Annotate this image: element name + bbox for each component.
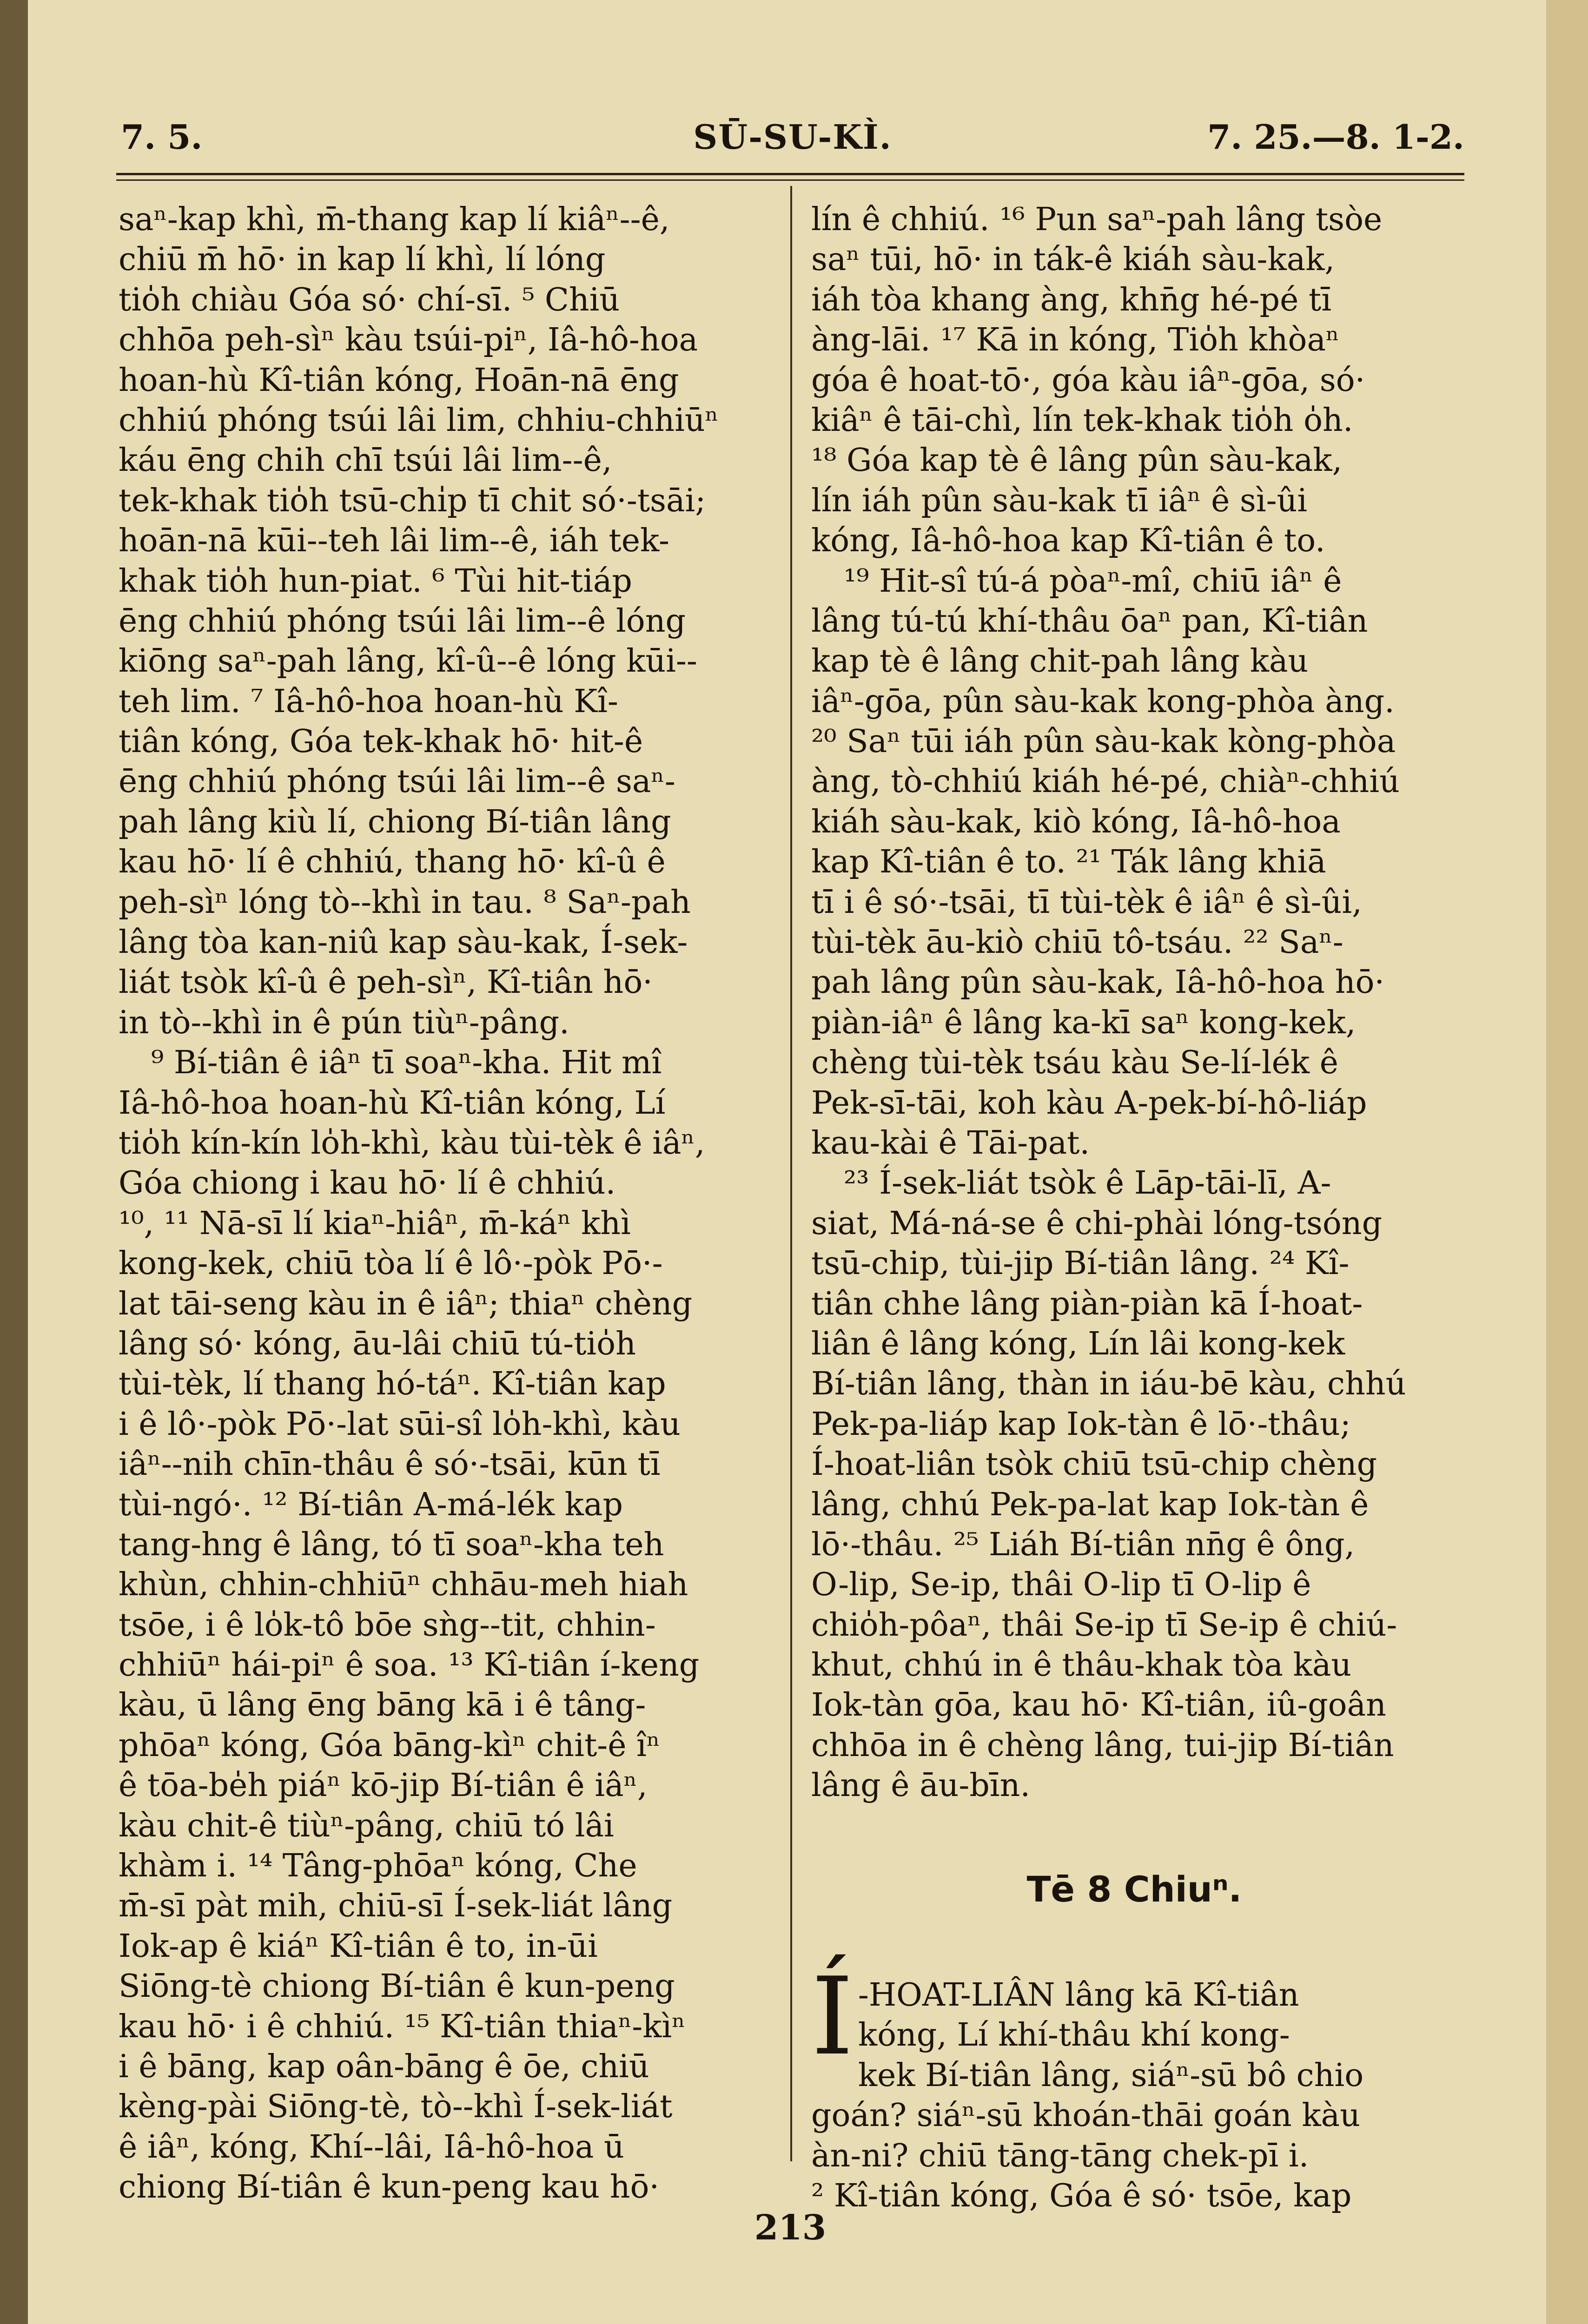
text-line: ²⁰ Saⁿ tūi iáh pûn sàu-kak kòng-phòa bbox=[811, 723, 1396, 760]
text-line: tùi-tèk, lí thang hó-táⁿ. Kî-tiân kap bbox=[119, 1366, 666, 1403]
text-line: ²³ Í-sek-liát tsòk ê Lāp-tāi-lī, A- bbox=[844, 1165, 1331, 1202]
text-line: chio̍h-pôaⁿ, thâi Se-ip tī Se-ip ê chiú- bbox=[811, 1606, 1397, 1644]
chapter-8-text bbox=[811, 1955, 1457, 2216]
text-line: kau hō· i ê chhiú. ¹⁵ Kî-tiân thiaⁿ-kìⁿ bbox=[119, 2008, 686, 2045]
text-line: ¹⁸ Góa kap tè ê lâng pûn sàu-kak, bbox=[811, 442, 1343, 479]
text-line: àng-lāi. ¹⁷ Kā in kóng, Tio̍h khòaⁿ bbox=[811, 322, 1340, 359]
text-line: kap tè ê lâng chit-pah lâng kàu bbox=[811, 643, 1309, 680]
text-line: saⁿ-kap khì, m̄-thang kap lí kiâⁿ--ê, bbox=[119, 201, 670, 238]
text-line: tiân kóng, Góa tek-khak hō· hit-ê bbox=[119, 723, 643, 760]
text-line: tsū-chip, tùi-jip Bí-tiân lâng. ²⁴ Kî- bbox=[811, 1245, 1350, 1282]
text-line: tio̍h kín-kín lo̍h-khì, kàu tùi-tèk ê iâⁿ, bbox=[119, 1124, 705, 1162]
text-line: teh lim. ⁷ Iâ-hô-hoa hoan-hù Kî- bbox=[119, 683, 618, 720]
text-line: ¹⁰, ¹¹ Nā-sī lí kiaⁿ-hiâⁿ, m̄-káⁿ khì bbox=[119, 1205, 631, 1242]
chapter-heading: Tē 8 Chiuⁿ. bbox=[1026, 1868, 1242, 1910]
text-line: lō·-thâu. ²⁵ Liáh Bí-tiân nn̄g ê ông, bbox=[811, 1526, 1355, 1563]
text-line: Góa chiong i kau hō· lí ê chhiú. bbox=[119, 1165, 616, 1202]
text-line: iáh tòa khang àng, khn̄g hé-pé tī bbox=[811, 281, 1332, 318]
header-rule-thick bbox=[116, 173, 1464, 175]
text-line: in tò--khì in ê pún tiùⁿ-pâng. bbox=[119, 1004, 569, 1041]
text-line: tiân chhe lâng piàn-piàn kā Í-hoat- bbox=[811, 1285, 1363, 1322]
text-line: lat tāi-seng kàu in ê iâⁿ; thiaⁿ chèng bbox=[119, 1285, 693, 1322]
text-line: Iâ-hô-hoa hoan-hù Kî-tiân kóng, Lí bbox=[119, 1084, 666, 1122]
text-line: Siōng-tè chiong Bí-tiân ê kun-peng bbox=[119, 1968, 675, 2005]
text-line: ¹⁹ Hit-sî tú-á pòaⁿ-mî, chiū iâⁿ ê bbox=[844, 562, 1342, 600]
text-line: chèng tùi-tèk tsáu kàu Se-lí-lék ê bbox=[811, 1044, 1338, 1082]
text-line: -HOAT-LIÂN lâng kā Kî-tiân bbox=[858, 1977, 1299, 2014]
text-line: lâng tòa kan-niû kap sàu-kak, Í-sek- bbox=[119, 924, 688, 961]
text-line: khak tio̍h hun-piat. ⁶ Tùi hit-tiáp bbox=[119, 562, 632, 600]
text-line: tio̍h chiàu Góa só· chí-sī. ⁵ Chiū bbox=[119, 281, 620, 318]
text-line: chhōa peh-sìⁿ kàu tsúi-piⁿ, Iâ-hô-hoa bbox=[119, 322, 698, 359]
text-line: kiōng saⁿ-pah lâng, kî-û--ê lóng kūi-- bbox=[119, 643, 697, 680]
text-line: khùn, chhin-chhiūⁿ chhāu-meh hiah bbox=[119, 1566, 688, 1604]
text-line: kóng, Iâ-hô-hoa kap Kî-tiân ê to. bbox=[811, 522, 1325, 560]
text-line: kàu, ū lâng ēng bāng kā i ê tâng- bbox=[119, 1687, 646, 1724]
text-line: kiâⁿ ê tāi-chì, lín tek-khak tio̍h o̍h. bbox=[811, 402, 1353, 439]
text-line: Pek-pa-liáp kap Iok-tàn ê lō·-thâu; bbox=[811, 1406, 1351, 1443]
text-line: siat, Má-ná-se ê chi-phài lóng-tsóng bbox=[811, 1205, 1383, 1242]
text-line: Bí-tiân lâng, thàn in iáu-bē kàu, chhú bbox=[811, 1366, 1406, 1403]
text-line: tang-hng ê lâng, tó tī soaⁿ-kha teh bbox=[119, 1526, 664, 1563]
running-header bbox=[121, 112, 1464, 163]
text-line: Pek-sī-tāi, koh kàu A-pek-bí-hô-liáp bbox=[811, 1084, 1367, 1122]
text-line: kàu chit-ê tiùⁿ-pâng, chiū tó lâi bbox=[119, 1807, 614, 1844]
text-line: káu ēng chih chī tsúi lâi lim--ê, bbox=[119, 442, 612, 479]
column-divider bbox=[790, 186, 792, 2161]
text-line: àn-ni? chiū tāng-tāng chek-pī i. bbox=[811, 2137, 1309, 2174]
text-line: tsōe, i ê lo̍k-tô bōe sǹg--tit, chhin- bbox=[119, 1606, 656, 1644]
text-line: O-lip, Se-ip, thâi O-lip tī O-lip ê bbox=[811, 1566, 1311, 1604]
text-line: kong-kek, chiū tòa lí ê lô·-pòk Pō·- bbox=[119, 1245, 663, 1282]
text-line: saⁿ tūi, hō· in ták-ê kiáh sàu-kak, bbox=[811, 241, 1335, 278]
text-line: tùi-tèk āu-kiò chiū tô-tsáu. ²² Saⁿ- bbox=[811, 924, 1343, 961]
text-line: tùi-ngó·. ¹² Bí-tiân A-má-lék kap bbox=[119, 1486, 623, 1523]
text-line: ēng chhiú phóng tsúi lâi lim--ê lóng bbox=[119, 602, 686, 640]
text-line: chhiūⁿ hái-piⁿ ê soa. ¹³ Kî-tiân í-keng bbox=[119, 1647, 700, 1684]
text-line: lín iáh pûn sàu-kak tī iâⁿ ê sì-ûi bbox=[811, 482, 1308, 519]
header-book-title: SŪ-SU-KÌ. bbox=[693, 117, 892, 157]
text-line: piàn-iâⁿ ê lâng ka-kī saⁿ kong-kek, bbox=[811, 1004, 1356, 1041]
text-line: kau-kài ê Tāi-pat. bbox=[811, 1124, 1090, 1162]
drop-cap-letter: Í bbox=[811, 1955, 854, 2079]
header-rule-thin bbox=[116, 179, 1464, 181]
page-gutter-shadow bbox=[0, 0, 28, 2324]
text-line: hoan-hù Kî-tiân kóng, Hoān-nā ēng bbox=[119, 362, 679, 399]
header-verse-range: 7. 25.—8. 1-2. bbox=[1207, 117, 1464, 157]
text-line: kèng-pài Siōng-tè, tò--khì Í-sek-liát bbox=[119, 2088, 673, 2126]
text-line: lâng tú-tú khí-thâu ōaⁿ pan, Kî-tiân bbox=[811, 602, 1368, 640]
text-line: liát tsòk kî-û ê peh-sìⁿ, Kî-tiân hō· bbox=[119, 964, 653, 1001]
text-line: lâng, chhú Pek-pa-lat kap Iok-tàn ê bbox=[811, 1486, 1369, 1523]
text-line: khàm i. ¹⁴ Tâng-phōaⁿ kóng, Che bbox=[119, 1848, 637, 1885]
text-line: kek Bí-tiân lâng, siáⁿ-sū bô chio bbox=[858, 2057, 1364, 2094]
text-line: Iok-ap ê kiáⁿ Kî-tiân ê to, in-ūi bbox=[119, 1928, 598, 1965]
page-edge bbox=[1546, 0, 1588, 2324]
text-line: góa ê hoat-tō·, góa kàu iâⁿ-gōa, só· bbox=[811, 362, 1365, 399]
text-line: lâng só· kóng, āu-lâi chiū tú-tio̍h bbox=[119, 1325, 636, 1362]
text-line: ê tōa-be̍h piáⁿ kō-jip Bí-tiân ê iâⁿ, bbox=[119, 1767, 648, 1804]
left-text-column bbox=[119, 200, 765, 2206]
text-line: ² Kî-tiân kóng, Góa ê só· tsōe, kap bbox=[811, 2177, 1352, 2214]
text-line: chiū m̄ hō· in kap lí khì, lí lóng bbox=[119, 241, 606, 278]
text-line: ê iâⁿ, kóng, Khí--lâi, Iâ-hô-hoa ū bbox=[119, 2128, 624, 2166]
text-line: Í-hoat-liân tsòk chiū tsū-chip chèng bbox=[811, 1446, 1377, 1483]
text-line: goán? siáⁿ-sū khoán-thāi goán kàu bbox=[811, 2097, 1361, 2134]
text-line: kau hō· lí ê chhiú, thang hō· kî-û ê bbox=[119, 844, 666, 881]
header-verse-start: 7. 5. bbox=[121, 117, 203, 157]
text-line: kóng, Lí khí-thâu khí kong- bbox=[858, 2017, 1290, 2054]
text-line: iâⁿ--nih chīn-thâu ê só·-tsāi, kūn tī bbox=[119, 1446, 661, 1483]
text-line: lín ê chhiú. ¹⁶ Pun saⁿ-pah lâng tsòe bbox=[811, 201, 1383, 238]
text-line: iâⁿ-gōa, pûn sàu-kak kong-phòa àng. bbox=[811, 683, 1395, 720]
text-line: peh-sìⁿ lóng tò--khì in tau. ⁸ Saⁿ-pah bbox=[119, 884, 691, 921]
text-line: hoān-nā kūi--teh lâi lim--ê, iáh tek- bbox=[119, 522, 669, 560]
text-line: kiáh sàu-kak, kiò kóng, Iâ-hô-hoa bbox=[811, 803, 1341, 840]
text-line: liân ê lâng kóng, Lín lâi kong-kek bbox=[811, 1325, 1345, 1362]
text-line: pah lâng pûn sàu-kak, Iâ-hô-hoa hō· bbox=[811, 964, 1385, 1001]
text-line: i ê lô·-pòk Pō·-lat sūi-sî lo̍h-khì, kàu bbox=[119, 1406, 681, 1443]
text-line: m̄-sī pàt mih, chiū-sī Í-sek-liát lâng bbox=[119, 1888, 673, 1925]
text-line: kap Kî-tiân ê to. ²¹ Ták lâng khiā bbox=[811, 844, 1326, 881]
text-line: chhiú phóng tsúi lâi lim, chhiu-chhiūⁿ bbox=[119, 402, 719, 439]
text-line: chhōa in ê chèng lâng, tui-jip Bí-tiân bbox=[811, 1727, 1394, 1764]
text-line: àng, tò-chhiú kiáh hé-pé, chiàⁿ-chhiú bbox=[811, 763, 1400, 800]
chapter-8-opening bbox=[811, 1955, 1457, 2216]
text-line: tī i ê só·-tsāi, tī tùi-tèk ê iâⁿ ê sì-ûi, bbox=[811, 884, 1362, 921]
text-line: ⁹ Bí-tiân ê iâⁿ tī soaⁿ-kha. Hit mî bbox=[151, 1044, 662, 1082]
text-line: chiong Bí-tiân ê kun-peng kau hō· bbox=[119, 2169, 660, 2206]
text-line: khut, chhú in ê thâu-khak tòa kàu bbox=[811, 1647, 1352, 1684]
text-line: Iok-tàn gōa, kau hō· Kî-tiân, iû-goân bbox=[811, 1687, 1386, 1724]
text-line: tek-khak tio̍h tsū-chi̍p tī chit só·-tsāi; bbox=[119, 482, 706, 519]
page-number: 213 bbox=[754, 2208, 827, 2248]
text-line: i ê bāng, kap oân-bāng ê ōe, chiū bbox=[119, 2048, 649, 2085]
text-line: phōaⁿ kóng, Góa bāng-kìⁿ chit-ê îⁿ bbox=[119, 1727, 661, 1764]
text-line: ēng chhiú phóng tsúi lâi lim--ê saⁿ- bbox=[119, 763, 675, 800]
text-line: lâng ê āu-bīn. bbox=[811, 1767, 1031, 1804]
text-line: pah lâng kiù lí, chiong Bí-tiân lâng bbox=[119, 803, 671, 840]
